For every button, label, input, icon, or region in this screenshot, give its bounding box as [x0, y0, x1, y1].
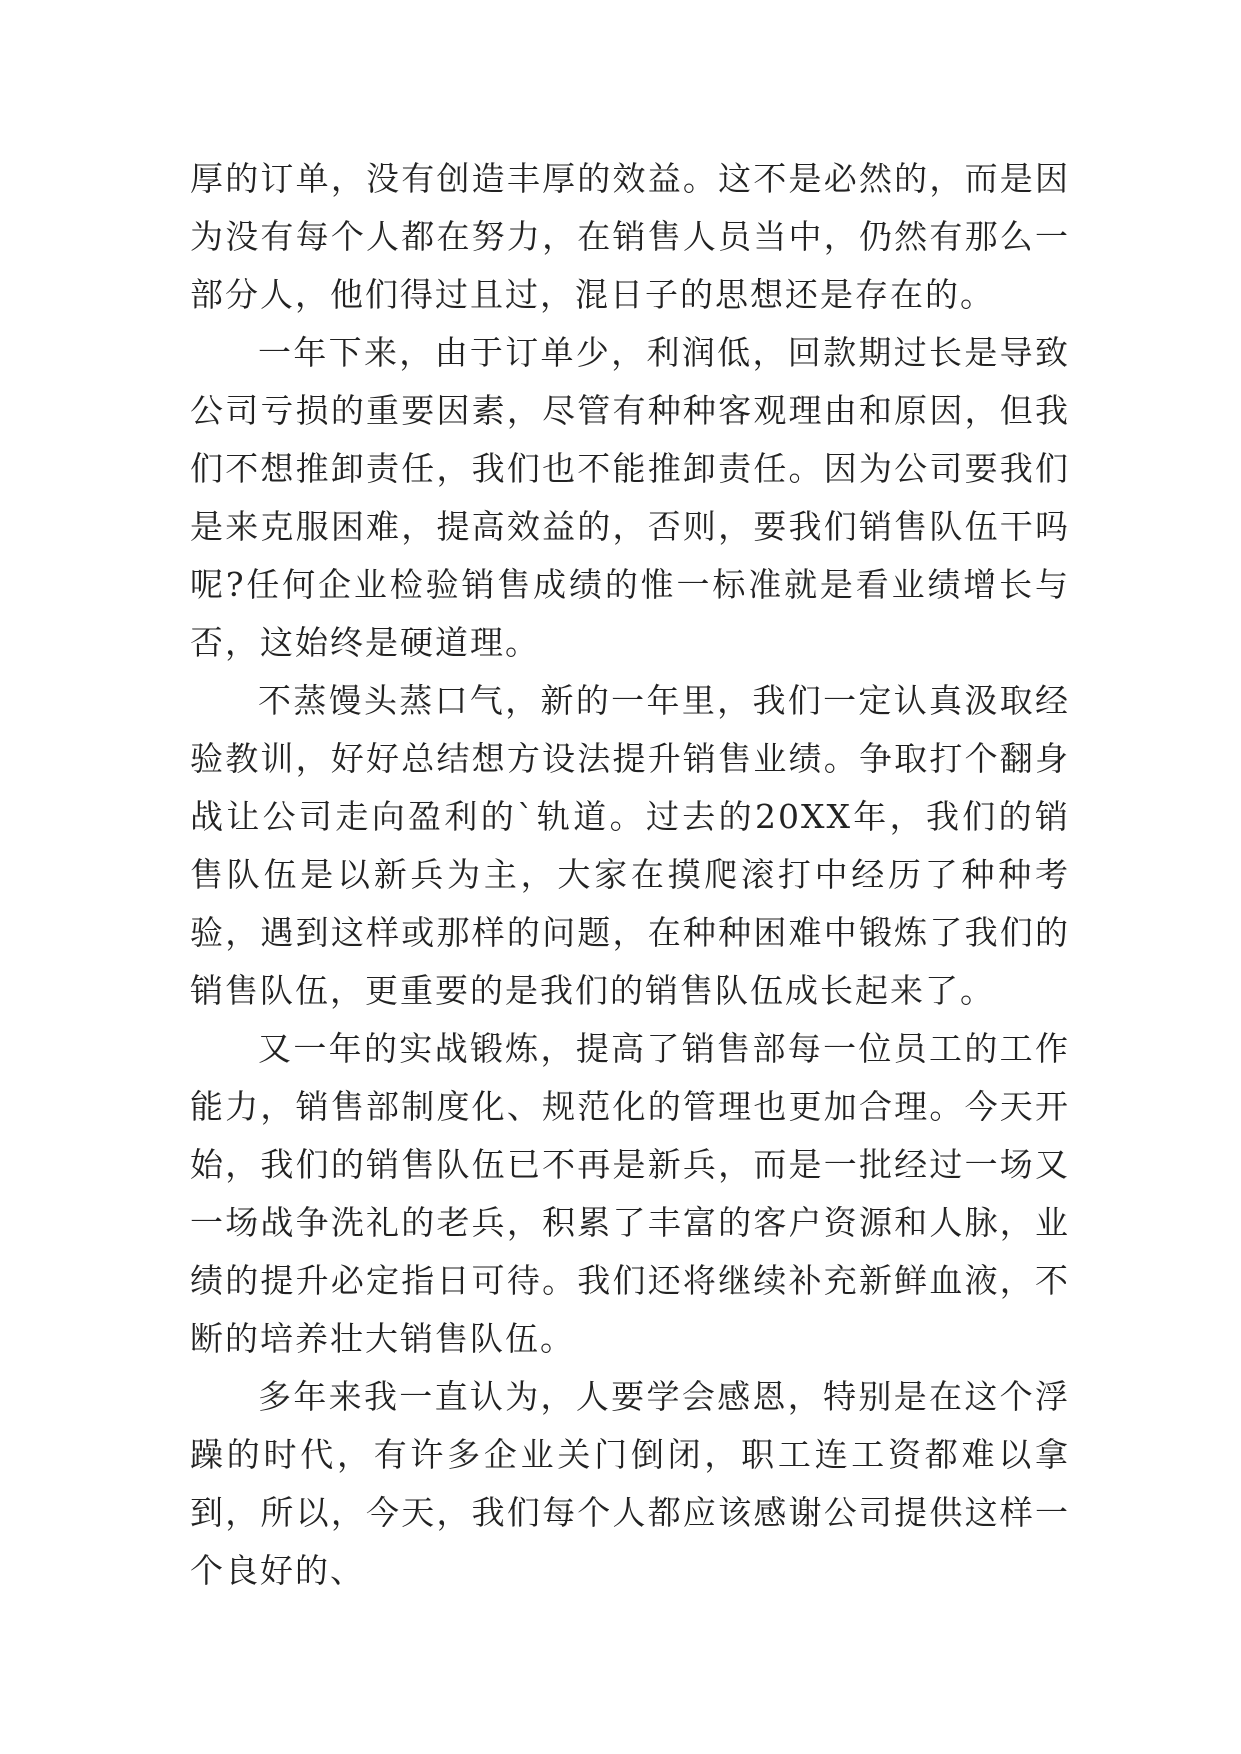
paragraph-3: 不蒸馒头蒸口气，新的一年里，我们一定认真汲取经验教训，好好总结想方设法提升销售业绩。争取打个翻身战让公司走向盈利的`轨道。过去的20XX年，我们的销售队伍是以新兵为主，大家在摸爬滚打中经历了种种考验，遇到这样或那样的问题，在种种困难中锻炼了我们的销售队伍，更重要的是我们的销售队伍成长起来了。 [190, 681, 1070, 1010]
paragraph-4: 又一年的实战锻炼，提高了销售部每一位员工的工作能力，销售部制度化、规范化的管理也更加合理。今天开始，我们的销售队伍已不再是新兵，而是一批经过一场又一场战争洗礼的老兵，积累了丰富的客户资源和人脉，业绩的提升必定指日可待。我们还将继续补充新鲜血液，不断的培养壮大销售队伍。 [190, 1029, 1070, 1358]
paragraph-2: 一年下来，由于订单少，利润低，回款期过长是导致公司亏损的重要因素，尽管有种种客观理由和原因，但我们不想推卸责任，我们也不能推卸责任。因为公司要我们是来克服困难，提高效益的，否则，要我们销售队伍干吗呢?任何企业检验销售成绩的惟一标准就是看业绩增长与否，这始终是硬道理。 [190, 333, 1070, 662]
paragraph-1: 厚的订单，没有创造丰厚的效益。这不是必然的，而是因为没有每个人都在努力，在销售人员当中，仍然有那么一部分人，他们得过且过，混日子的思想还是存在的。 [190, 159, 1070, 314]
paragraph-5: 多年来我一直认为，人要学会感恩，特别是在这个浮躁的时代，有许多企业关门倒闭，职工连工资都难以拿到，所以，今天，我们每个人都应该感谢公司提供这样一个良好的、 [190, 1377, 1070, 1590]
document-body [190, 150, 1070, 1600]
